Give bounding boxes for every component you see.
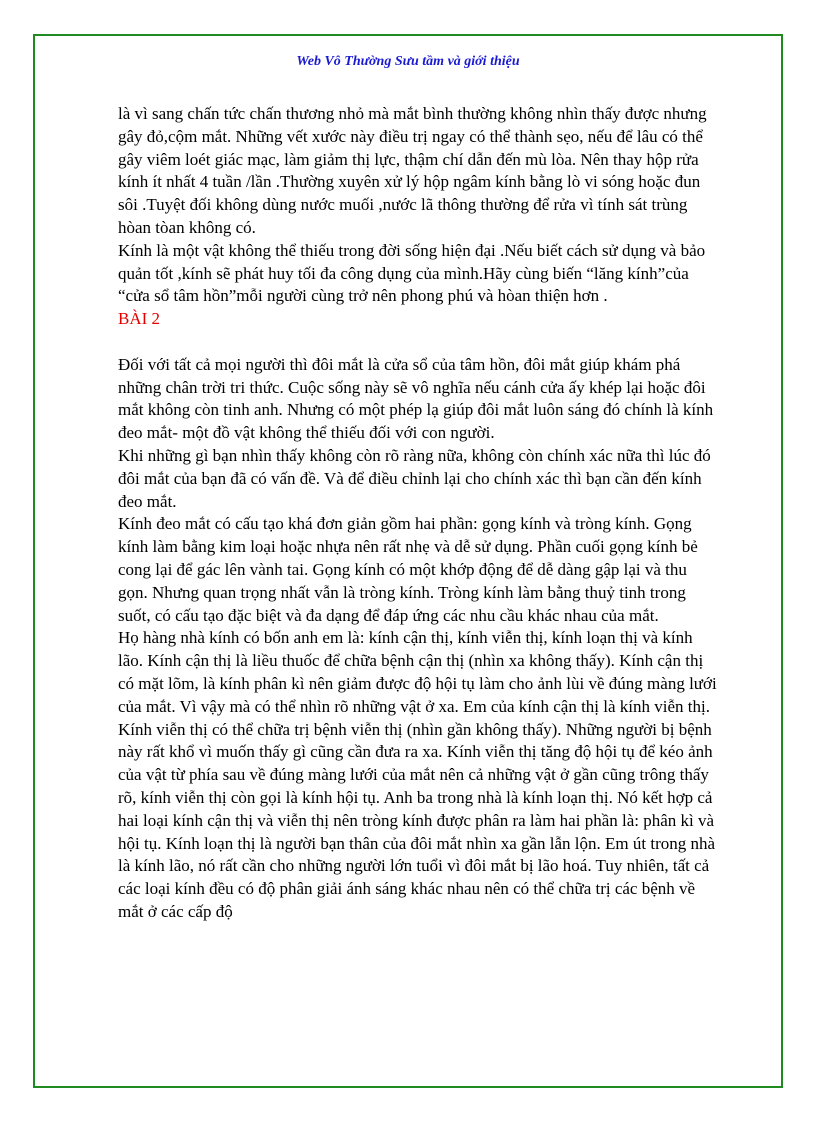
paragraph-2: Kính là một vật không thể thiếu trong đời sống hiện đại .Nếu biết cách sử dụng và bảo quản tốt ,kính sẽ phát huy tối đa công dụng của mình.Hãy cùng biến “lăng kính”của “cửa sổ tâm hồn”mỗi người cùng trở nên phong phú và hòan thiện hơn . [118,240,706,306]
paragraph-1: là vì sang chấn tức chấn thương nhỏ mà mắt bình thường không nhìn thấy được nhưng gây đỏ,cộm mắt. Những vết xước này điều trị ngay có thể thành sẹo, nếu để lâu có thể gây viêm loét giác mạc, làm giảm thị lực, thậm chí dẫn đến mù lòa. Nên thay hộp rửa kính ít nhất 4 tuần /lần .Thường xuyên xử lý hộp ngâm kính bằng lò vi sóng hoặc đun sôi .Tuyệt đối không dùng nước muối ,nước lã thông thường để rửa vì tính sát trùng hòan tòan không có. [118,104,707,237]
paragraph-6: Họ hàng nhà kính có bốn anh em là: kính cận thị, kính viễn thị, kính loạn thị và kính lão. Kính cận thị là liều thuốc để chữa bệnh cận thị (nhìn xa không thấy). Kính cận thị có mặt lõm, là kính phân kì nên giảm được độ hội tụ làm cho ảnh lùi về đúng màng lưới của mắt. Vì vậy mà có thể nhìn rõ những vật ở xa. Em của kính cận thị là kính viễn thị. Kính viễn thị có thể chữa trị bệnh viễn thị (nhìn gần không thấy). Những người bị bệnh này rất khổ vì muốn thấy gì cũng cần đưa ra xa. Kính viễn thị tăng độ hội tụ để kéo ảnh của vật từ phía sau về đúng màng lưới của mắt nên cả những vật ở gần cũng trông thấy rõ, kính viễn thị còn gọi là kính hội tụ. Anh ba trong nhà là kính loạn thị. Nó kết hợp cả hai loại kính cận thị và viễn thị nên tròng kính được phân ra làm hai phần là: phân kì và hội tụ. Kính loạn thị là người bạn thân của đôi mắt nhìn xa gần lẫn lộn. Em út trong nhà là kính lão, nó rất cần cho những người lớn tuổi vì đôi mắt bị lão hoá. Tuy nhiên, tất cả các loại kính đều có độ phân giải ánh sáng khác nhau nên có thể chữa trị các bệnh về mắt ở các cấp độ [118,628,717,921]
section-heading: BÀI 2 [118,309,161,329]
page-header: Web Vô Thường Sưu tầm và giới thiệu [296,54,520,69]
paragraph-4: Khi những gì bạn nhìn thấy không còn rõ ràng nữa, không còn chính xác nữa thì lúc đó đôi mắt của bạn đã có vấn đề. Và để điều chỉnh lại cho chính xác thì bạn cần đến kính đeo mắt. [118,445,711,511]
blank-line [118,331,718,354]
paragraph-3: Đối với tất cả mọi người thì đôi mắt là cửa sổ của tâm hồn, đôi mắt giúp khám phá những chân trời tri thức. Cuộc sống này sẽ vô nghĩa nếu cánh cửa ấy khép lại hoặc đôi mắt không còn tinh anh. Nhưng có một phép lạ giúp đôi mắt luôn sáng đó chính là kính đeo mắt- một đồ vật không thể thiếu đối với con người. [118,354,714,443]
paragraph-5: Kính đeo mắt có cấu tạo khá đơn giản gồm hai phần: gọng kính và tròng kính. Gọng kính làm bằng kim loại hoặc nhựa nên rất nhẹ và dễ sử dụng. Phần cuối gọng kính bẻ cong lại để gác lên vành tai. Gọng kính có một khớp động để dễ dàng gập lại và thu gọn. Nhưng quan trọng nhất vẫn là tròng kính. Tròng kính làm bằng thuỷ tinh trong suốt, có cấu tạo đặc biệt và đa dạng để đáp ứng các nhu cầu khác nhau của mắt. [118,514,698,625]
document-body [118,103,718,924]
